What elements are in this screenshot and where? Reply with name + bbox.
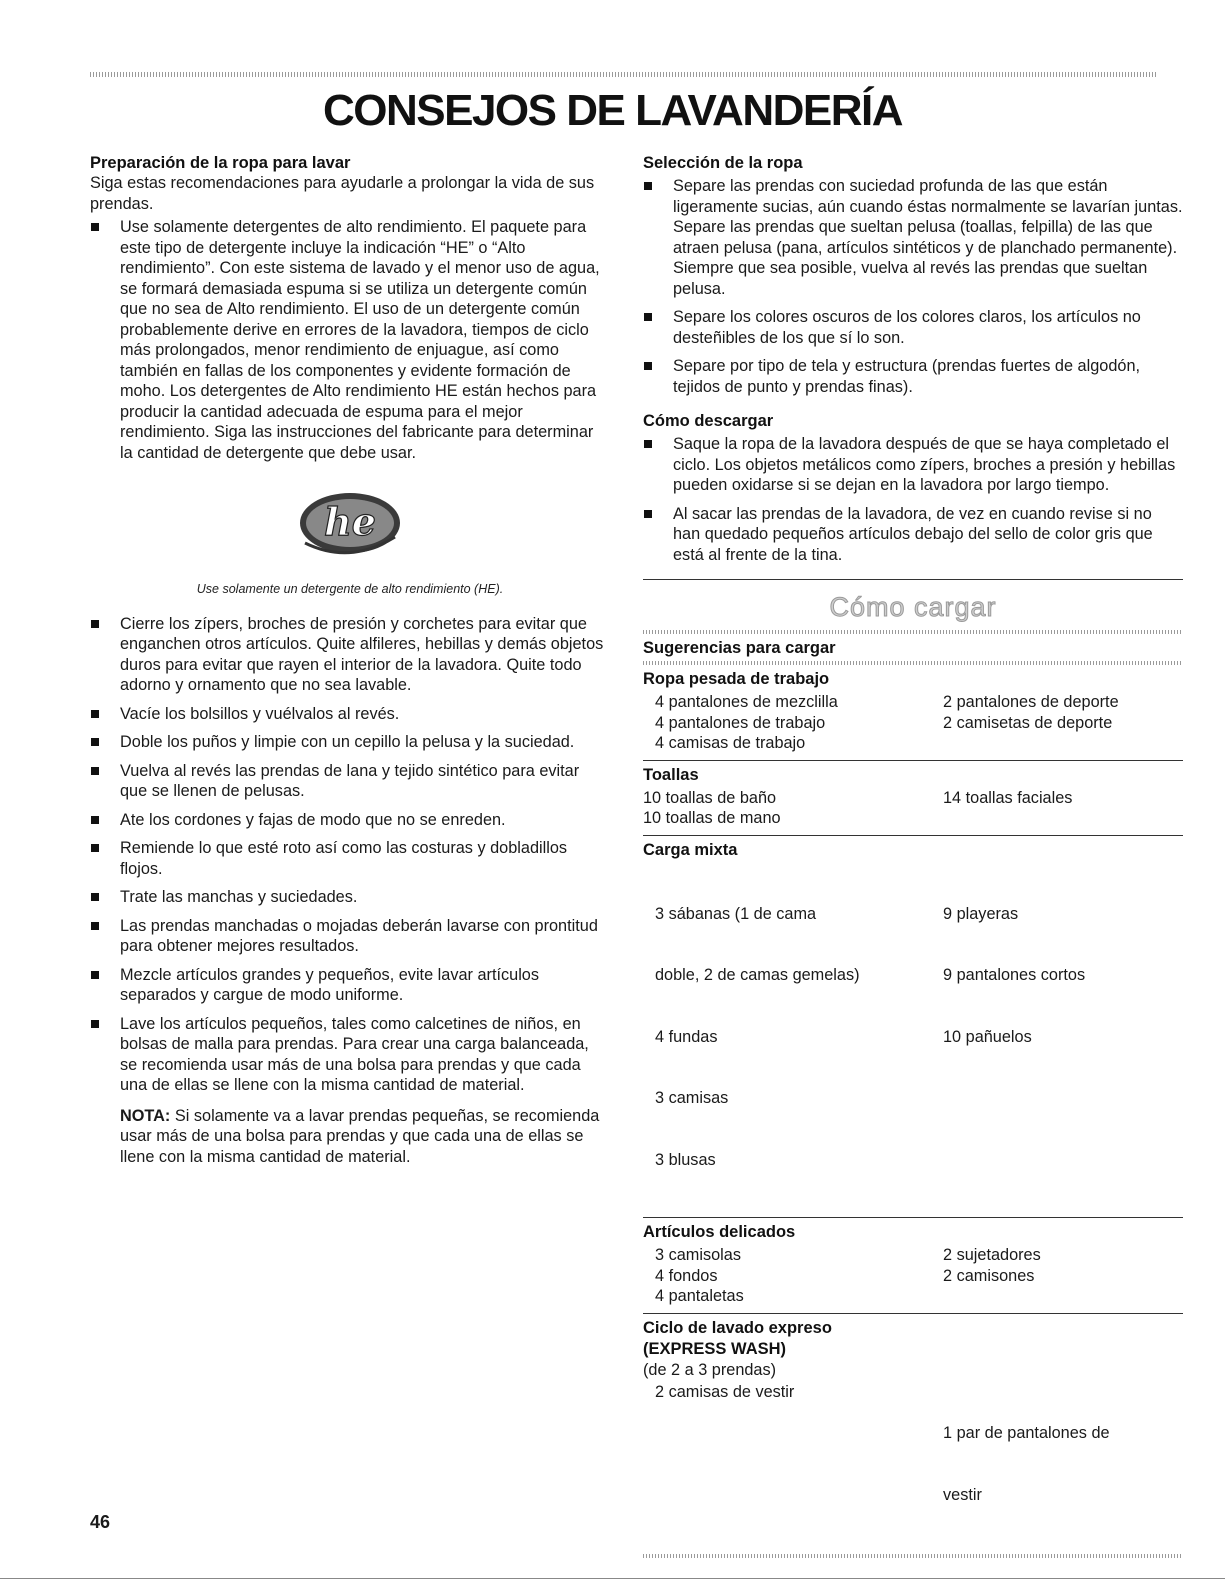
prep-bullet-list [90,217,610,463]
prep-bullet: Use solamente detergentes de alto rendimiento. El paquete para este tipo de detergente incluye la indicación “HE” o “Alto rendimiento”. Con este sistema de lavado y el menor uso de agua, se formará demasiada espuma si se utiliza un detergente común que no sea de Alto rendimiento. El uso de un detergente común probablemente derive en errores de la lavadora, tiempos de ciclo más prolongados, menor rendimiento de enjuague, así como también en fallas de los componentes y evidente formación de moho. Los detergentes de Alto rendimiento HE están hechos para producir la cantidad adecuada de espuma para el mejor rendimiento. Siga las instrucciones del fabricante para determinar la cantidad de detergente que debe usar. [90,217,610,463]
load-item: 2 camisas de vestir [655,1383,795,1401]
he-logo-icon [295,487,405,567]
page-title: CONSEJOS DE LAVANDERÍA [322,86,902,135]
note-text: Si solamente va a lavar prendas pequeñas, se recomienda usar más de una bolsa para prendas y que cada una de ellas se llene con la misma cantidad de material. [120,1106,600,1166]
page-number: 46 [90,1512,111,1532]
note-paragraph [90,1106,610,1168]
left-column [90,153,610,1167]
prep-intro: Siga estas recomendaciones para ayudarle a prolongar la vida de sus prendas. [90,174,595,213]
prep-heading: Preparación de la ropa para lavar [90,154,351,172]
top-hatch-rule [90,72,1157,77]
load-item: doble, 2 de camas gemelas) [655,966,860,984]
bottom-hatch-rule [643,1554,1183,1558]
list-item: Separe por tipo de tela y estructura (prendas fuertes de algodón, tejidos de punto y prendas finas). [643,356,1183,397]
footer-rule [0,1578,1225,1579]
list-item: Saque la ropa de la lavadora después de que se haya completado el ciclo. Los objetos metálicos como zípers, broches a presión y hebillas pueden oxidarse si se dejan en la lavadora por largo tiempo. [643,434,1183,496]
section-divider [643,579,1183,580]
load-item: 4 fondos [655,1266,718,1285]
he-logo-caption: Use solamente un detergente de alto rendimiento (HE). [196,582,504,596]
load-item: 3 blusas [655,1150,716,1169]
load-item: 3 camisas [655,1089,729,1107]
list-item: Cierre los zípers, broches de presión y corchetes para evitar que enganchen otros artículos. Quite alfileres, hebillas y demás objetos duros para evitar que rayen el interior de la lavadora. Quite todo adorno y ornamento que no sea lavable. [90,614,610,696]
load-item: 1 par de pantalones de [943,1424,1110,1442]
load-item: 4 pantalones de mezclilla [655,693,838,711]
list-item: Ate los cordones y fajas de modo que no se enreden. [90,810,610,831]
load-group [643,835,1183,1218]
list-item: Al sacar las prendas de la lavadora, de vez en cuando revise si no han quedado pequeños artículos debajo del sello de color gris que está al frente de la tina. [643,504,1183,566]
load-item: 10 toallas de mano [643,809,781,827]
load-item: 4 camisas de trabajo [655,734,806,752]
section-hatch-rule [643,630,1183,634]
load-item: 2 camisetas de deporte [943,713,1113,732]
sort-list [643,176,1183,397]
load-group-title: Ciclo de lavado expreso [643,1318,832,1337]
note-label: NOTA: [120,1106,171,1125]
load-item: vestir [943,1485,982,1504]
load-group [643,665,1183,760]
load-item: 9 playeras [943,904,1019,923]
unload-list [643,434,1183,565]
load-item: 2 camisones [943,1266,1035,1285]
load-group [643,1313,1183,1553]
load-item: 10 toallas de baño [643,788,777,807]
load-item: 2 sujetadores [943,1246,1041,1264]
load-item: 9 pantalones cortos [943,966,1086,984]
load-group-title: Toallas [643,765,699,784]
load-group-title: Artículos delicados [643,1223,796,1241]
load-item: 3 camisolas [655,1246,741,1264]
loading-section-title: Cómo cargar [829,592,997,622]
load-group-subtitle: (de 2 a 3 prendas) [643,1360,777,1379]
load-item: 14 toallas faciales [943,788,1073,807]
prep-list [90,614,610,1096]
load-group [643,1217,1183,1313]
load-item: 3 sábanas (1 de cama [655,904,817,923]
he-logo-text: he [324,499,376,544]
list-item: Remiende lo que esté roto así como las costuras y dobladillos flojos. [90,838,610,879]
list-item: Trate las manchas y suciedades. [90,887,610,908]
list-item: Separe las prendas con suciedad profunda de las que están ligeramente sucias, aún cuando éstas normalmente se lavarían juntas. Separe las prendas que sueltan pelusa (toallas, felpilla) de las que atraen pelusa (pana, artículos sintéticos y de planchado permanente). Siempre que sea posible, vuelva al revés las prendas que sueltan pelusa. [643,176,1183,299]
unload-heading: Cómo descargar [643,412,774,430]
load-item: 10 pañuelos [943,1027,1032,1046]
load-item: 4 fundas [655,1027,718,1046]
load-group-title: Ropa pesada de trabajo [643,670,830,688]
load-table [643,665,1183,1552]
load-item: 4 pantaletas [655,1287,744,1305]
load-item: 4 pantalones de trabajo [655,713,826,732]
list-item: Las prendas manchadas o mojadas deberán lavarse con prontitud para obtener mejores resultados. [90,916,610,957]
load-group [643,760,1183,835]
list-item: Lave los artículos pequeños, tales como calcetines de niños, en bolsas de malla para prendas. Para crear una carga balanceada, se recomienda usar más de una bolsa para prendas y que cada una de ellas se llene con la misma cantidad de material. [90,1014,610,1096]
sort-heading: Selección de la ropa [643,154,803,172]
load-group-title: Carga mixta [643,840,738,859]
right-column [643,153,1183,1558]
list-item: Vuelva al revés las prendas de lana y tejido sintético para evitar que se llenen de pelusas. [90,761,610,802]
list-item: Separe los colores oscuros de los colores claros, los artículos no desteñibles de los que sí lo son. [643,307,1183,348]
list-item: Mezcle artículos grandes y pequeños, evite lavar artículos separados y cargue de modo uniforme. [90,965,610,1006]
list-item: Doble los puños y limpie con un cepillo la pelusa y la suciedad. [90,732,610,753]
loading-tips-heading: Sugerencias para cargar [643,639,836,657]
load-group-title-sub: (EXPRESS WASH) [643,1339,787,1358]
load-item: 2 pantalones de deporte [943,693,1119,711]
list-item: Vacíe los bolsillos y vuélvalos al revés. [90,704,610,725]
